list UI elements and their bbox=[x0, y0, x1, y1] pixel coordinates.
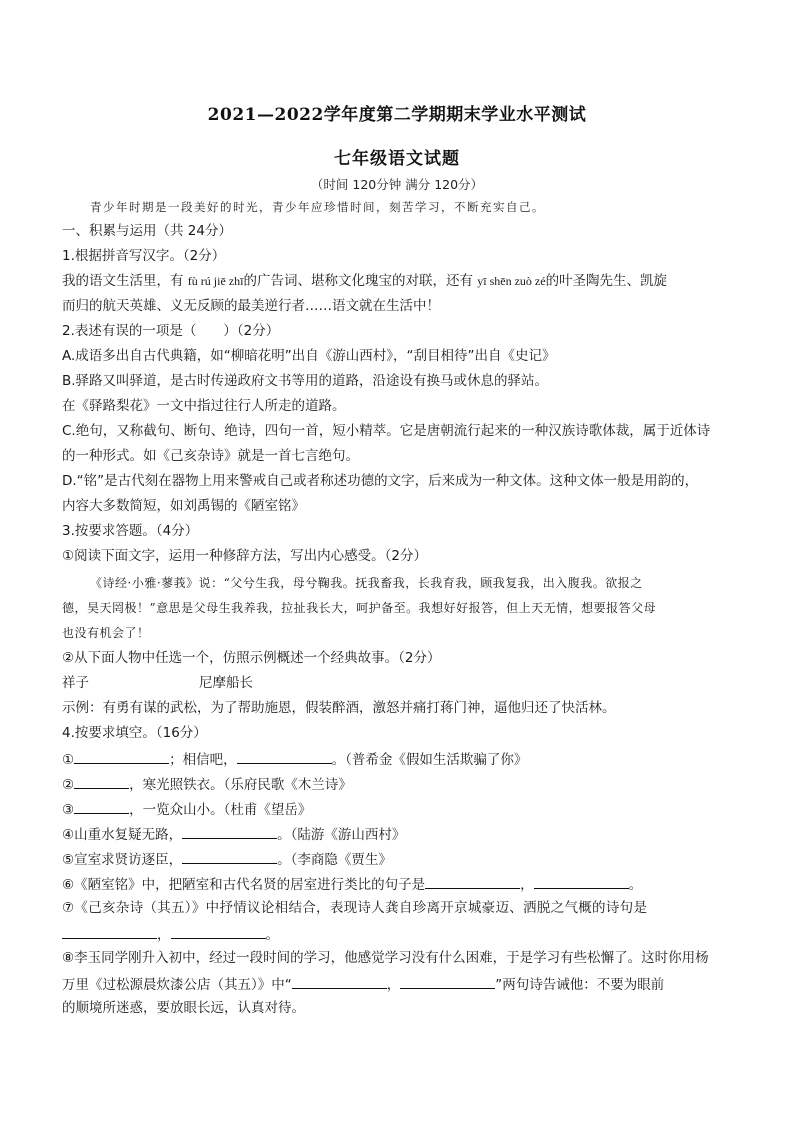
q4-item-5 bbox=[62, 849, 742, 869]
item-text: ， bbox=[157, 927, 171, 943]
character-xiangzi: 祥子 bbox=[62, 675, 89, 691]
item-number: ⑦ bbox=[62, 900, 75, 916]
answer-blank[interactable] bbox=[74, 799, 129, 814]
answer-blank[interactable] bbox=[74, 749, 169, 764]
q4-item-8-line2 bbox=[62, 974, 742, 994]
item-text: 李玉同学刚升入初中，经过一段时间的学习，他感觉学习没有什么困难，于是学习有些松懈了。这时你用杨 bbox=[74, 950, 709, 966]
item-text: ， bbox=[520, 877, 534, 893]
item-number: ② bbox=[62, 777, 75, 793]
item-number: ③ bbox=[62, 802, 75, 818]
q1-text-c: 的叶圣陶先生、凯旋 bbox=[545, 273, 668, 289]
answer-blank[interactable] bbox=[292, 974, 387, 989]
item-text: ”两句诗告诫他：不要为眼前 bbox=[495, 977, 665, 993]
answer-blank[interactable] bbox=[74, 774, 129, 789]
item-source: 。（普希金《假如生活欺骗了你》 bbox=[331, 752, 528, 768]
item-number: ⑤ bbox=[62, 852, 75, 868]
item-text: 。 bbox=[628, 877, 643, 893]
q4-item-6 bbox=[62, 874, 742, 894]
q3-sub1-prompt: ①阅读下面文字，运用一种修辞方法，写出内心感受。（2分） bbox=[62, 548, 427, 564]
item-text: ， bbox=[386, 977, 401, 993]
q4-item-2 bbox=[62, 774, 742, 794]
answer-blank[interactable] bbox=[182, 824, 277, 839]
item-text: 万里《过松源晨炊漆公店（其五）》中“ bbox=[62, 977, 292, 993]
item-source: 。（陆游《游山西村》 bbox=[277, 827, 406, 843]
q4-item-7-line1 bbox=[62, 899, 742, 917]
answer-blank[interactable] bbox=[534, 874, 629, 889]
item-text: 《陋室铭》中，把陋室和古代名贤的居室进行类比的句子是 bbox=[74, 877, 426, 893]
q1-text-b: 的广告词、堪称文化瑰宝的对联，还有 bbox=[243, 273, 478, 289]
q3-passage-line3: 也没有机会了！ bbox=[62, 626, 150, 640]
q4-item-4 bbox=[62, 824, 742, 844]
q4-item-3 bbox=[62, 799, 742, 819]
q1-text-a: 我的语文生活里，有 bbox=[62, 273, 188, 289]
q4-item-7-line2 bbox=[62, 924, 742, 944]
answer-blank[interactable] bbox=[182, 849, 277, 864]
q3-example: 示例：有勇有谋的武松，为了帮助施恩，假装醉酒，激怒并痛打蒋门神，逼他归还了快活林。 bbox=[62, 700, 616, 716]
item-text: 《己亥杂诗（其五）》中抒情议论相结合，表现诗人龚自珍离开京城豪迈、洒脱之气概的诗句是 bbox=[74, 900, 648, 916]
item-number: ⑥ bbox=[62, 877, 75, 893]
q1-prompt: 1.根据拼音写汉字。（2分） bbox=[62, 248, 226, 264]
item-text: 宣室求贤访逐臣， bbox=[74, 852, 183, 868]
item-source: ，寒光照铁衣。（乐府民歌《木兰诗》 bbox=[129, 777, 352, 793]
character-nemo: 尼摩船长 bbox=[199, 675, 253, 691]
item-number: ① bbox=[62, 752, 75, 768]
q3-sub2-prompt: ②从下面人物中任选一个，仿照示例概述一个经典故事。（2分） bbox=[62, 650, 441, 666]
exam-subtitle: 七年级语文试题 bbox=[334, 149, 460, 169]
pinyin-1: fù rú jiē zhī bbox=[187, 274, 244, 288]
item-number: ⑧ bbox=[62, 950, 75, 966]
q3-prompt: 3.按要求答题。（4分） bbox=[62, 523, 199, 539]
answer-blank[interactable] bbox=[237, 749, 332, 764]
item-text: ；相信吧， bbox=[169, 752, 237, 768]
item-text: 山重水复疑无路， bbox=[74, 827, 183, 843]
motto: 青少年时期是一段美好的时光，青少年应珍惜时间，刻苦学习，不断充实自己。 bbox=[90, 200, 545, 214]
q4-item-1 bbox=[62, 749, 742, 769]
item-text: 。 bbox=[265, 927, 279, 943]
q2-option-d-line2: 内容大多数简短，如刘禹锡的《陋室铭》 bbox=[62, 498, 305, 514]
q2-option-b-line1: B.驿路又叫驿道，是古时传递政府文书等用的道路，沿途设有换马或休息的驿站。 bbox=[62, 373, 549, 389]
q4-item-8-line1 bbox=[62, 949, 742, 967]
q2-prompt: 2.表述有误的一项是（ ）（2分） bbox=[62, 323, 280, 339]
q3-passage-line2: 德，昊天罔极！”意思是父母生我养我，拉扯我长大，呵护备至。我想好好报答，但上天无情，想要报答父母 bbox=[62, 601, 657, 615]
answer-blank[interactable] bbox=[171, 924, 266, 939]
q1-text-line1 bbox=[62, 272, 742, 290]
exam-time-score: （时间 120分钟 满分 120分） bbox=[310, 177, 484, 192]
q2-option-d-line1: D.“铭”是古代刻在器物上用来警戒自己或者称述功德的文字，后来成为一种文体。这种文体一般是用韵的， bbox=[62, 473, 699, 489]
answer-blank[interactable] bbox=[425, 874, 520, 889]
q4-item-8-line3: 的顺境所迷惑，要放眼长远，认真对待。 bbox=[62, 1000, 305, 1016]
q2-option-c-line1: C.绝句，又称截句、断句、绝诗，四句一首，短小精萃。它是唐朝流行起来的一种汉族诗歌体裁，属于近体诗 bbox=[62, 423, 711, 439]
item-source: 。（李商隐《贾生》 bbox=[277, 852, 392, 868]
pinyin-2: yī shēn zuò zé bbox=[477, 274, 546, 288]
q2-option-c-line2: 的一种形式。如《己亥杂诗》就是一首七言绝句。 bbox=[62, 448, 359, 464]
q2-option-a: A.成语多出自古代典籍，如“柳暗花明”出自《游山西村》，“刮目相待”出自《史记》 bbox=[62, 348, 556, 364]
q4-prompt: 4.按要求填空。（16分） bbox=[62, 725, 207, 741]
q2-option-b-line2: 在《驿路梨花》一文中指过往行人所走的道路。 bbox=[62, 398, 346, 414]
answer-blank[interactable] bbox=[400, 974, 495, 989]
q1-text-line2: 而归的航天英雄、义无反顾的最美逆行者……语文就在生活中！ bbox=[62, 298, 440, 314]
item-number: ④ bbox=[62, 827, 75, 843]
item-source: ，一览众山小。（杜甫《望岳》 bbox=[129, 802, 312, 818]
q3-characters bbox=[62, 674, 742, 692]
exam-title: 2021—2022学年度第二学期期末学业水平测试 bbox=[207, 105, 587, 125]
section-heading: 一、积累与运用（共 24分） bbox=[62, 223, 232, 239]
q3-passage-line1: 《诗经·小雅·蓼莪》说：“父兮生我，母兮鞠我。抚我畜我，长我育我，顾我复我，出入腹我。欲报之 bbox=[90, 576, 643, 590]
answer-blank[interactable] bbox=[62, 924, 157, 939]
